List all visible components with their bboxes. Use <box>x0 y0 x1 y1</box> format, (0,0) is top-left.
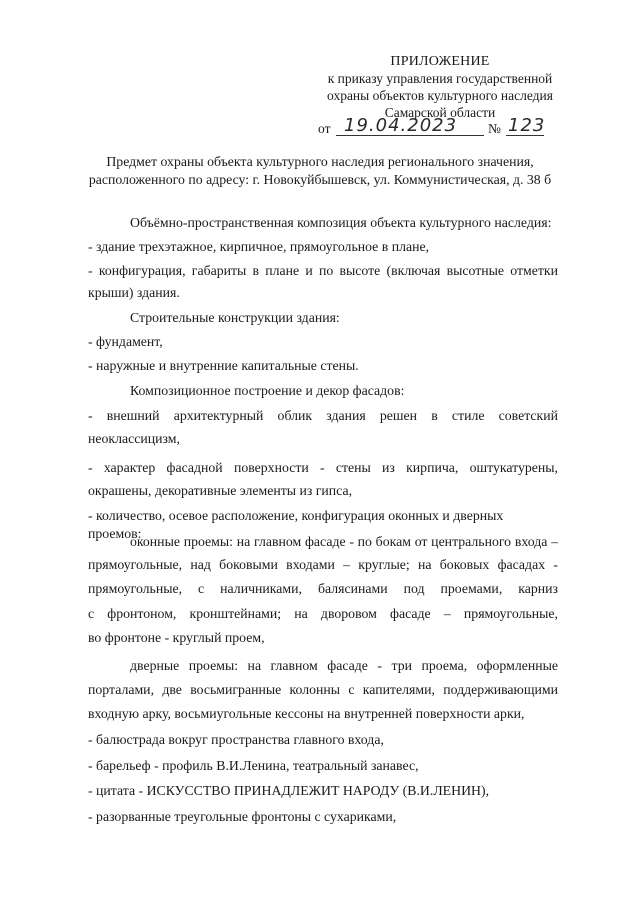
windows-line-1: оконные проемы: на главном фасаде - по бокам от центрального входа – <box>130 534 558 549</box>
subject-line-1: Предмет охраны объекта культурного наследия регионального значения, <box>106 154 534 169</box>
volume-item-2-line-2: крыши) здания. <box>88 285 180 300</box>
handwritten-number: 123 <box>508 115 546 136</box>
section-structure-heading: Строительные конструкции здания: <box>130 310 340 325</box>
appendix-line-3: Самарской области <box>384 105 496 120</box>
pediments-item: - разорванные треугольные фронтоны с сухариками, <box>88 809 397 824</box>
appendix-line-2: охраны объектов культурного наследия <box>327 88 553 103</box>
appendix-title: ПРИЛОЖЕНИЕ <box>390 54 490 69</box>
doors-line-1: дверные проемы: на главном фасаде - три проема, оформленные <box>130 658 558 673</box>
date-prefix: от <box>318 121 331 136</box>
windows-line-2: прямоугольные, над боковыми входами – круглые; на боковых фасадах - <box>88 557 558 572</box>
doors-line-2: порталами, две восьмигранные колонны с капителями, поддерживающими <box>88 682 558 697</box>
volume-item-2-line-1: - конфигурация, габариты в плане и по высоте (включая высотные отметки <box>88 263 558 278</box>
subject-line-2: расположенного по адресу: г. Новокуйбышевск, ул. Коммунистическая, д. 38 б <box>88 172 552 187</box>
order-date-number <box>318 116 548 140</box>
facade-item-2-line-2: окрашены, декоративные элементы из гипса, <box>88 483 353 498</box>
facade-item-2-line-1: - характер фасадной поверхности - стены из кирпича, оштукатурены, <box>88 460 558 475</box>
appendix-line-1: к приказу управления государственной <box>327 71 553 86</box>
bas-relief-item: - барельеф - профиль В.И.Ленина, театральный занавес, <box>88 758 419 773</box>
facade-item-1-line-2: неоклассицизм, <box>88 431 180 446</box>
facade-item-1-line-1: - внешний архитектурный облик здания решен в стиле советский <box>88 408 558 423</box>
facade-item-3: - количество, осевое расположение, конфигурация оконных и дверных проемов: <box>88 508 504 541</box>
doors-line-3: входную арку, восьмиугольные кессоны на внутренней поверхности арки, <box>88 706 525 721</box>
section-volume-heading: Объёмно-пространственная композиция объекта культурного наследия: <box>130 215 552 230</box>
windows-line-4: с фронтоном, кронштейнами; на дворовом фасаде – прямоугольные, <box>88 606 558 621</box>
protection-subject-heading <box>70 153 570 189</box>
volume-item-1: - здание трехэтажное, кирпичное, прямоугольное в плане, <box>88 239 430 254</box>
section-facade-heading: Композиционное построение и декор фасадов: <box>130 383 405 398</box>
handwritten-date: 19.04.2023 <box>344 115 458 136</box>
windows-line-3: прямоугольные, с наличниками, балясинами под проемами, карниз <box>88 581 558 596</box>
number-prefix: № <box>488 121 501 136</box>
quote-item: - цитата - ИСКУССТВО ПРИНАДЛЕЖИТ НАРОДУ (В.И.ЛЕНИН), <box>88 783 490 798</box>
balustrade-item: - балюстрада вокруг пространства главного входа, <box>88 732 384 747</box>
structure-item-1: - фундамент, <box>88 334 163 349</box>
structure-item-2: - наружные и внутренние капитальные стены. <box>88 358 359 373</box>
windows-line-5: во фронтоне - круглый проем, <box>88 630 265 645</box>
